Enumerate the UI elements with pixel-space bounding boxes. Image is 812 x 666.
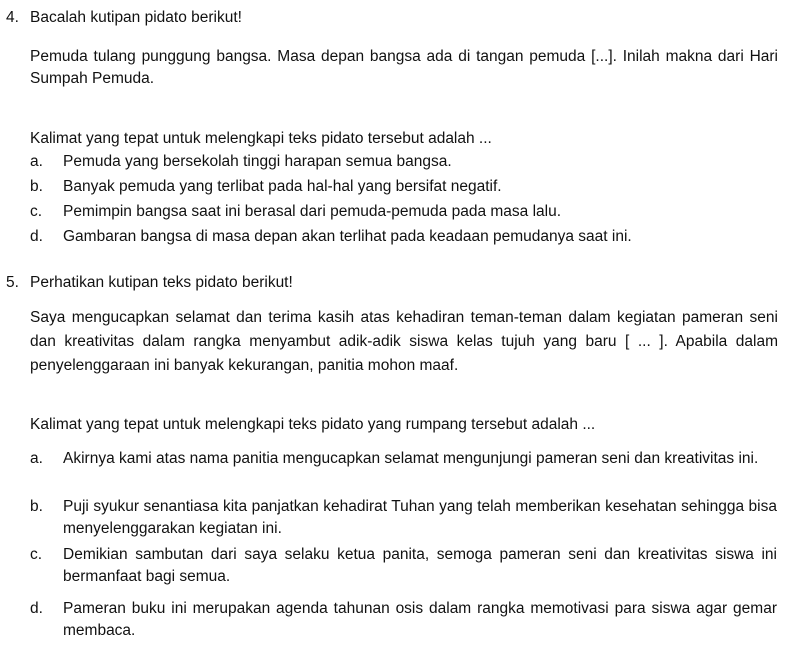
option-letter: c. [30, 546, 43, 563]
option-text: Pameran buku ini merupakan agenda tahunan osis dalam rangka memotivasi para siswa agar gemar membaca. [63, 600, 777, 639]
option-text: Puji syukur senantiasa kita panjatkan kehadirat Tuhan yang telah memberikan kesehatan sehingga bisa menyelenggarakan kegiatan ini. [63, 498, 777, 537]
option-text: Pemuda yang bersekolah tinggi harapan semua bangsa. [63, 153, 452, 170]
question-number: 4. [6, 9, 19, 26]
option-text: Gambaran bangsa di masa depan akan terlihat pada keadaan pemudanya saat ini. [63, 228, 632, 245]
option-letter: b. [30, 498, 43, 515]
question-instruction: Perhatikan kutipan teks pidato berikut! [30, 274, 293, 291]
question-prompt: Kalimat yang tepat untuk melengkapi teks pidato tersebut adalah ... [30, 130, 492, 147]
option-letter: c. [30, 203, 43, 220]
option-text: Banyak pemuda yang terlibat pada hal-hal yang bersifat negatif. [63, 178, 502, 195]
option-text: Akirnya kami atas nama panitia mengucapkan selamat mengunjungi pameran seni dan kreativitas ini. [63, 450, 759, 467]
question-prompt: Kalimat yang tepat untuk melengkapi teks pidato yang rumpang tersebut adalah ... [30, 416, 596, 433]
question-instruction: Bacalah kutipan pidato berikut! [30, 9, 242, 26]
option-letter: b. [30, 178, 43, 195]
passage-text: Pemuda tulang punggung bangsa. Masa depan bangsa ada di tangan pemuda [...]. Inilah makna dari Hari Sumpah Pemuda. [30, 48, 778, 87]
question-number: 5. [6, 274, 19, 291]
option-text: Demikian sambutan dari saya selaku ketua panita, semoga pameran seni dan kreativitas siswa ini bermanfaat bagi semua. [63, 546, 777, 585]
option-letter: a. [30, 153, 43, 170]
option-letter: d. [30, 228, 43, 245]
option-letter: d. [30, 600, 43, 617]
option-text: Pemimpin bangsa saat ini berasal dari pemuda-pemuda pada masa lalu. [63, 203, 562, 220]
option-letter: a. [30, 450, 43, 467]
passage-text: Saya mengucapkan selamat dan terima kasih atas kehadiran teman-teman dalam kegiatan pameran seni dan kreativitas dalam rangka menyambut adik-adik siswa kelas tujuh yang baru [ ... ]. Apabila dalam penyelenggaraan ini banyak kekurangan, panitia mohon maaf. [30, 309, 778, 374]
